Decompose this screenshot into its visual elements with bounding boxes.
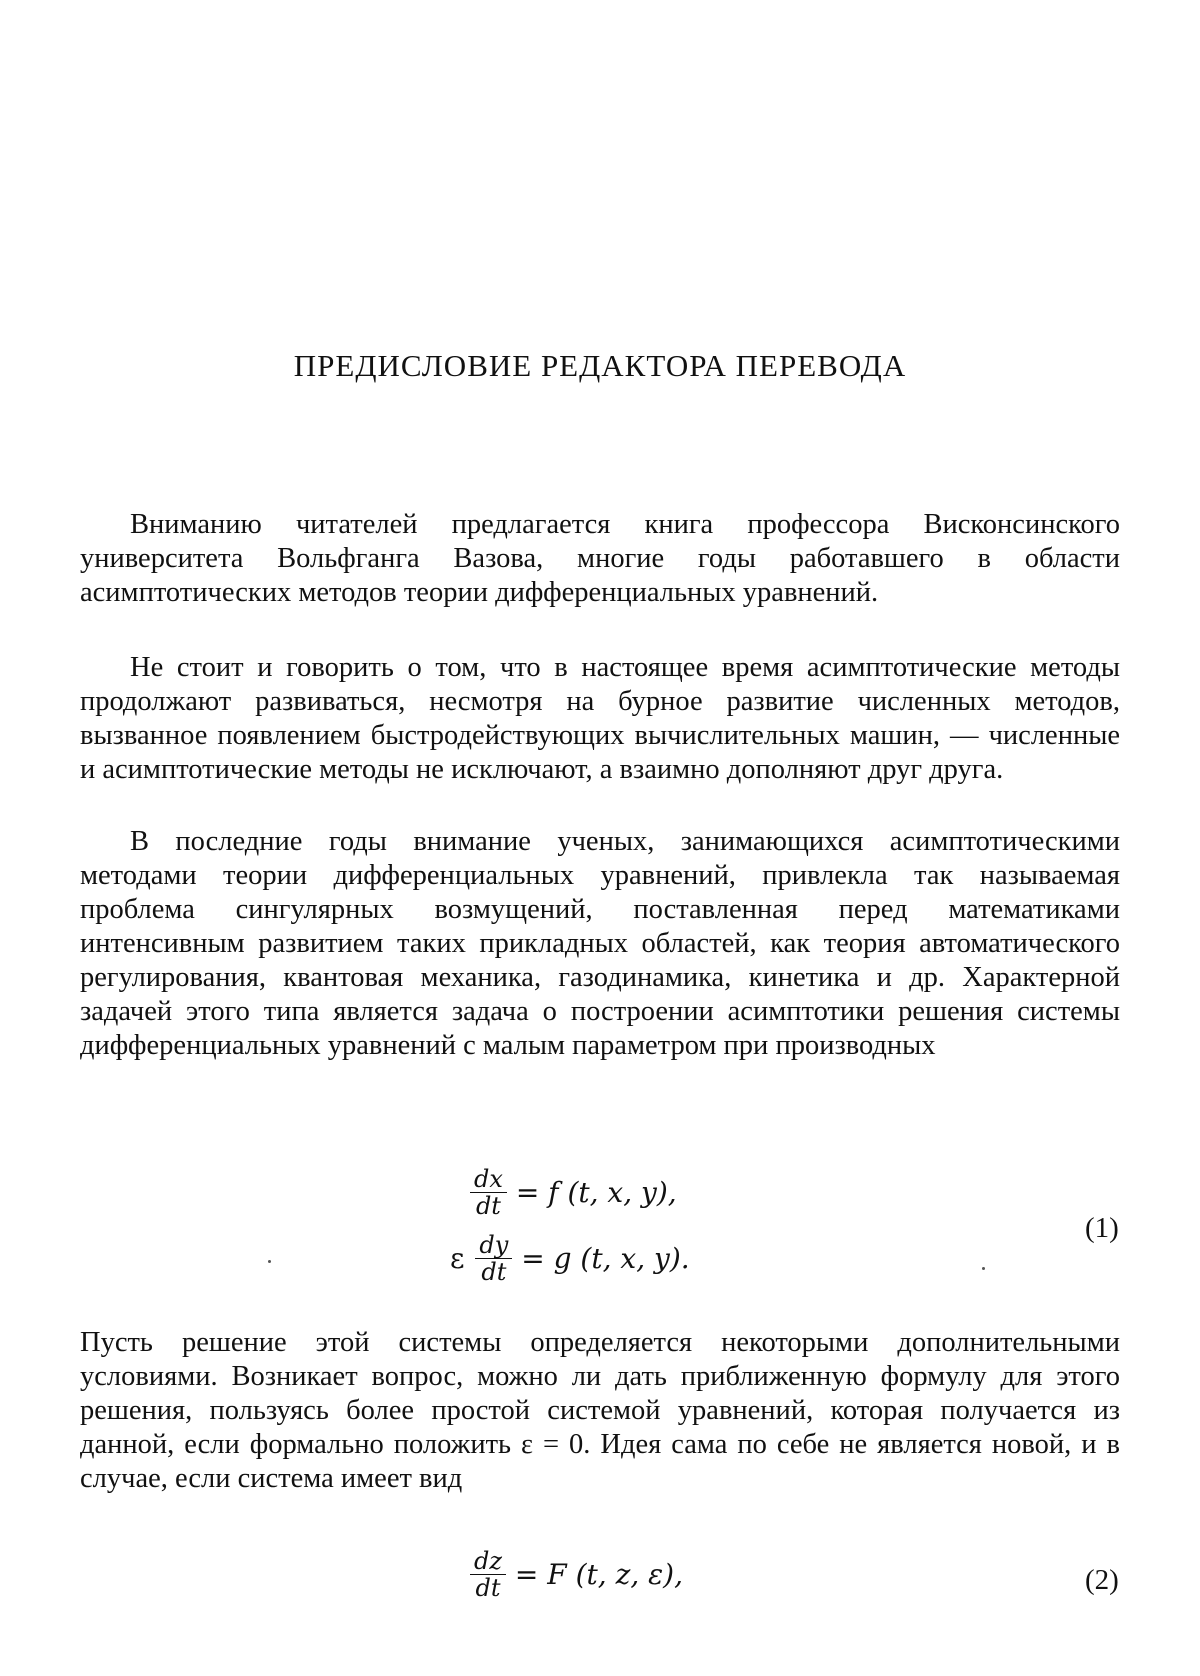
fraction-numerator: dx [470, 1166, 507, 1193]
equation-1b [450, 1232, 690, 1285]
paragraph-2: Не стоит и говорить о том, что в настоящее время асимптотические методы продолжают развиваться, несмотря на бурное развитие численных методов, вызванное появлением быстродействующих вычислительных машин, — численные и асимптотические методы не исключают, а взаимно дополняют друг друга. [80, 652, 1120, 785]
paragraph-4: Пусть решение этой системы определяется некоторыми дополнительными условиями. Возникает вопрос, можно ли дать приближенную формулу для этого решения, пользуясь более простой системой уравнений, которая получается из данной, если формально положить ε = 0. Идея сама по себе не является новой, и в случае, если система имеет вид [80, 1327, 1120, 1494]
fraction-numerator: dy [475, 1232, 512, 1259]
equation-rhs: = F (t, z, ε), [514, 1558, 683, 1591]
equation-rhs: = f (t, x, y), [515, 1176, 677, 1209]
paragraph-3: В последние годы внимание ученых, занимающихся асимптотическими методами теории дифференциальных уравнений, привлекла так называемая проблема сингулярных возмущений, поставленная перед математиками интенсивным развитием таких прикладных областей, как теория автоматического регулирования, квантовая механика, газодинамика, кинетика и др. Характерной задачей этого типа является задача о построении асимптотики решения системы дифференциальных уравнений с малым параметром при производных [80, 826, 1120, 1061]
equation-number-2: (2) [1085, 1564, 1119, 1596]
fraction-denominator: dt [481, 1258, 507, 1286]
fraction-denominator: dt [475, 1574, 501, 1602]
equation-2 [470, 1548, 683, 1601]
fraction-dz-dt [470, 1548, 506, 1601]
fraction-numerator: dz [470, 1548, 506, 1575]
epsilon-prefix: ε [450, 1242, 465, 1275]
paragraph-1: Вниманию читателей предлагается книга профессора Висконсинского университета Вольфганга Вазова, многие годы работавшего в области асимптотических методов теории дифференциальных уравнений. [80, 509, 1120, 608]
equation-number-1: (1) [1085, 1212, 1119, 1244]
speck-mark [268, 1260, 271, 1263]
equation-1a [470, 1166, 677, 1219]
speck-mark [982, 1267, 985, 1270]
fraction-denominator: dt [475, 1192, 501, 1220]
paragraph-block-3 [80, 825, 1120, 1068]
chapter-title: ПРЕДИСЛОВИЕ РЕДАКТОРА ПЕРЕВОДА [293, 348, 907, 383]
paragraph-block-4 [80, 1326, 1120, 1501]
paragraph-block-2 [80, 651, 1120, 792]
paragraph-block-1 [80, 508, 1120, 615]
fraction-dx-dt [470, 1166, 507, 1219]
equation-rhs: = g (t, x, y). [521, 1242, 690, 1275]
fraction-dy-dt [475, 1232, 512, 1285]
